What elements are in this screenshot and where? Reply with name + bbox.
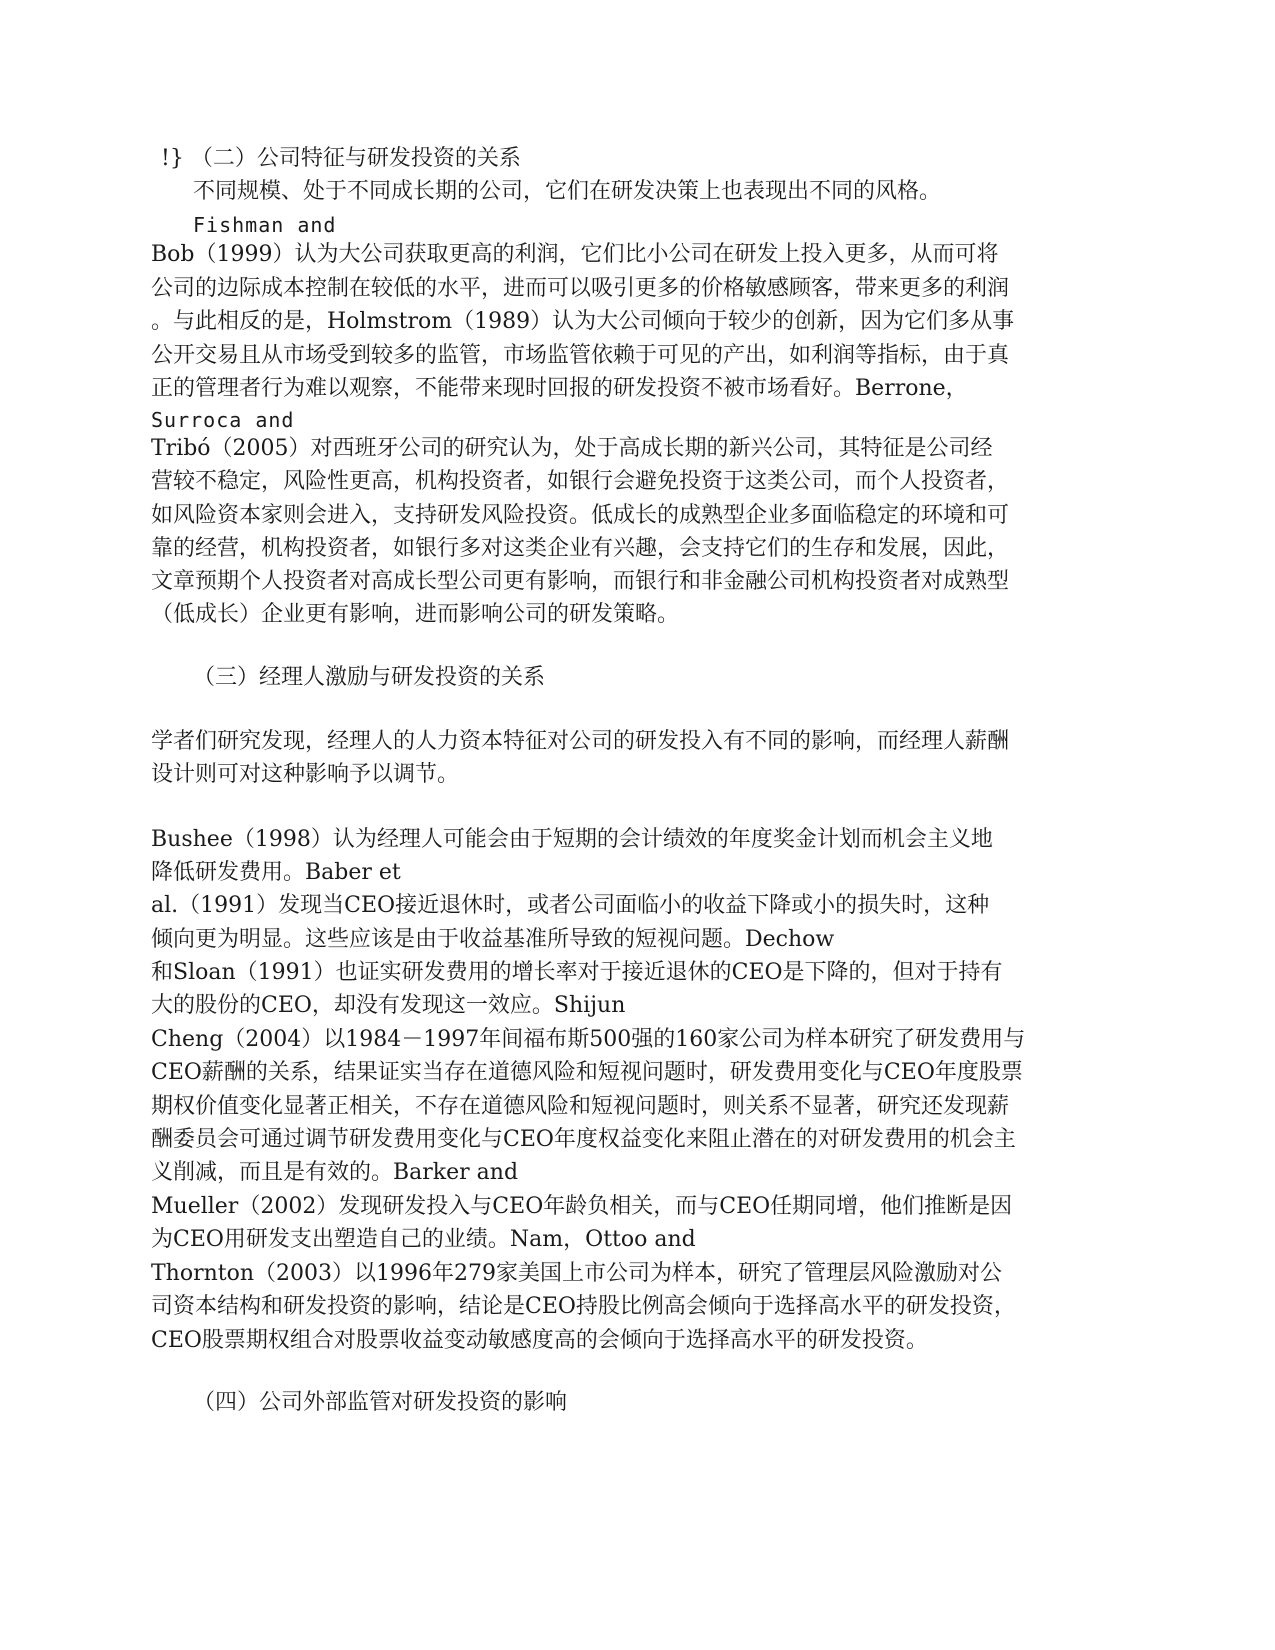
paragraph-line: 为CEO用研发支出塑造自己的业绩。Nam，Ottoo and — [151, 1227, 696, 1252]
paragraph-line: Bob（1999）认为大公司获取更高的利润，它们比小公司在研发上投入更多，从而可将 — [151, 242, 999, 267]
paragraph-line: Mueller（2002）发现研发投入与CEO年龄负相关，而与CEO任期同增，他们推断是因 — [151, 1194, 1013, 1219]
paragraph-line: Tribó（2005）对西班牙公司的研究认为，处于高成长期的新兴公司，其特征是公司经 — [151, 436, 993, 461]
paragraph-line: CEO股票期权组合对股票收益变动敏感度高的会倾向于选择高水平的研发投资。 — [151, 1328, 928, 1353]
paragraph-line: 义削减，而且是有效的。Barker and — [151, 1160, 519, 1185]
paragraph-line: 设计则可对这种影响予以调节。 — [151, 762, 460, 787]
paragraph-line: 文章预期个人投资者对高成长型公司更有影响，而银行和非金融公司机构投资者对成熟型 — [151, 569, 1010, 594]
paragraph-line: 营较不稳定，风险性更高，机构投资者，如银行会避免投资于这类公司，而个人投资者， — [151, 469, 1010, 494]
section-heading-3: （三）经理人激励与研发投资的关系 — [193, 665, 546, 690]
paragraph-line: 如风险资本家则会进入，支持研发风险投资。低成长的成熟型企业多面临稳定的环境和可 — [151, 503, 1010, 528]
paragraph-line: （低成长）企业更有影响，进而影响公司的研发策略。 — [151, 602, 680, 627]
paragraph-line: 公司的边际成本控制在较低的水平，进而可以吸引更多的价格敏感顾客，带来更多的利润 — [151, 276, 1010, 301]
paragraph-line: 和Sloan（1991）也证实研发费用的增长率对于接近退休的CEO是下降的，但对于持有 — [151, 960, 1003, 985]
section-heading-4: （四）公司外部监管对研发投资的影响 — [193, 1390, 568, 1415]
paragraph-line: 期权价值变化显著正相关，不存在道德风险和短视问题时，则关系不显著，研究还发现薪 — [151, 1094, 1010, 1119]
paragraph-line: 倾向更为明显。这些应该是由于收益基准所导致的短视问题。Dechow — [151, 927, 835, 952]
paragraph-line: 司资本结构和研发投资的影响，结论是CEO持股比例高会倾向于选择高水平的研发投资， — [151, 1294, 1016, 1319]
paragraph-line: CEO薪酬的关系，结果证实当存在道德风险和短视问题时，研发费用变化与CEO年度股票 — [151, 1060, 1023, 1085]
paragraph-line: al.（1991）发现当CEO接近退休时，或者公司面临小的收益下降或小的损失时，这种 — [151, 893, 990, 918]
section-heading-2: !} （二）公司特征与研发投资的关系 — [161, 146, 521, 171]
paragraph-line: 不同规模、处于不同成长期的公司，它们在研发决策上也表现出不同的风格。 — [193, 179, 942, 204]
paragraph-line: 大的股份的CEO，却没有发现这一效应。Shijun — [151, 993, 626, 1018]
paragraph-line: 正的管理者行为难以观察，不能带来现时回报的研发投资不被市场看好。Berrone， — [151, 376, 968, 401]
paragraph-line: Cheng（2004）以1984－1997年间福布斯500强的160家公司为样本研究了研发费用与 — [151, 1027, 1026, 1052]
paragraph-line: 靠的经营，机构投资者，如银行多对这类企业有兴趣，会支持它们的生存和发展，因此， — [151, 536, 1010, 561]
paragraph-line: Surroca and — [151, 408, 295, 432]
paragraph-line: 。与此相反的是，Holmstrom（1989）认为大公司倾向于较少的创新，因为它们多从事 — [151, 309, 1015, 334]
paragraph-line: Thornton（2003）以1996年279家美国上市公司为样本，研究了管理层风险激励对公 — [151, 1261, 1002, 1286]
paragraph-line: Fishman and — [193, 213, 337, 237]
paragraph-line: 公开交易且从市场受到较多的监管，市场监管依赖于可见的产出，如利润等指标，由于真 — [151, 343, 1010, 368]
paragraph-line: 降低研发费用。Baber et — [151, 860, 401, 885]
paragraph-line: 学者们研究发现，经理人的人力资本特征对公司的研发投入有不同的影响，而经理人薪酬 — [151, 729, 1010, 754]
paragraph-line: Bushee（1998）认为经理人可能会由于短期的会计绩效的年度奖金计划而机会主义地 — [151, 827, 993, 852]
paragraph-line: 酬委员会可通过调节研发费用变化与CEO年度权益变化来阻止潜在的对研发费用的机会主 — [151, 1127, 1016, 1152]
